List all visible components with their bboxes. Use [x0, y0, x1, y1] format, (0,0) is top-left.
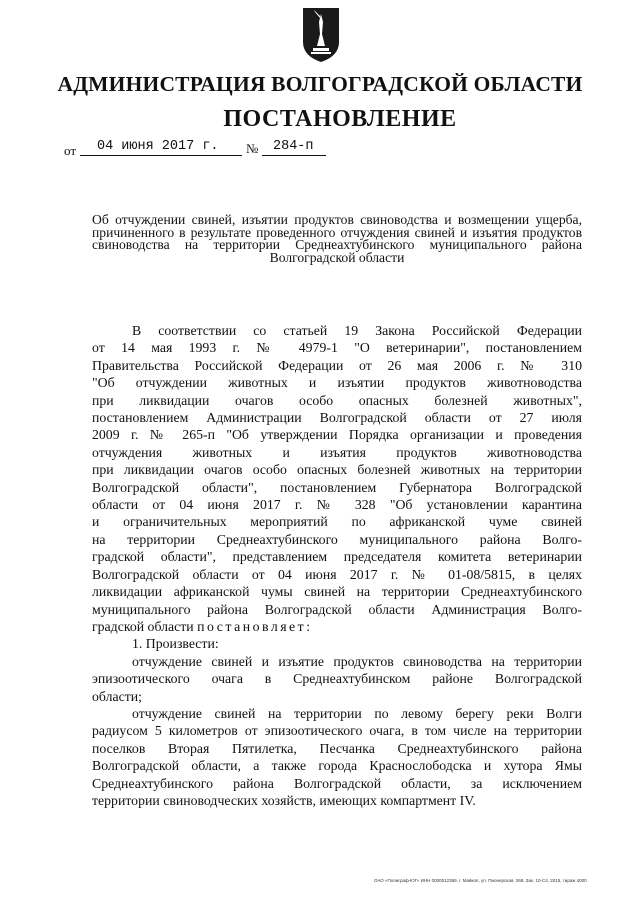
- preamble-line: при ликвидации очагов особо опасных болезней животных на территории: [92, 462, 582, 478]
- number-underline: [262, 155, 326, 156]
- preamble-line: и ограничительных мероприятий по африканской чуме свиней: [92, 514, 582, 530]
- preamble-line: от 14 мая 1993 г. № 4979-1 "О ветеринарии", постановлением: [92, 340, 582, 356]
- preamble-line: "Об отчуждении животных и изъятии продуктов животноводства: [92, 375, 582, 391]
- preamble-line: В соответствии со статьей 19 Закона Российской Федерации: [132, 323, 582, 338]
- document-number: 284-п: [273, 139, 314, 154]
- item-1a-line: отчуждение свиней и изъятие продуктов свиноводства на территории: [132, 653, 582, 669]
- date-prefix: от: [64, 143, 77, 158]
- preamble-line: на территории Среднеахтубинского муниципального района Волго-: [92, 531, 582, 547]
- item-1a-last-line: области;: [92, 688, 142, 704]
- preamble-last-line: [92, 618, 582, 635]
- document-type-title: ПОСТАНОВЛЕНИЕ: [223, 106, 457, 132]
- item-1b-line: Волгоградской области, а также города Краснослободска и хутора Ямы: [92, 758, 582, 774]
- preamble-line: Волгоградской области от 04 июня 2017 г. № 01-08/5815, в целях: [92, 566, 582, 582]
- preamble-line: постановлением Администрации Волгоградской области от 27 июля: [92, 410, 582, 426]
- preamble-line: области от 04 июня 2017 г. № 328 "Об установлении карантина: [92, 497, 582, 513]
- document-date: 04 июня 2017 г.: [97, 139, 219, 154]
- preamble-line: градской области", представлением председателя комитета ветеринарии: [92, 549, 582, 565]
- document-subject: Об отчуждении свиней, изъятии продуктов свиноводства и возмещении ущерба, причиненного в результате проведенного отчуждения свиней и изъятия продуктов свиноводства на территории Среднеахтубинского муниципального района Волгоградской области: [92, 212, 582, 265]
- preamble-line: Правительства Российской Федерации от 26 мая 2006 г. № 310: [92, 357, 582, 373]
- item-1b-line: Среднеахтубинского района Волгоградской области, за исключением: [92, 775, 582, 791]
- coat-of-arms-emblem: [301, 6, 341, 64]
- preamble-line: отчуждения животных и изъятия продуктов животноводства: [92, 444, 582, 460]
- preamble-line: ликвидации африканской чумы свиней на территории Среднеахтубинского: [92, 584, 582, 600]
- item-1b-line: отчуждение свиней на территории по левому берегу реки Волги: [132, 705, 582, 721]
- item-1b-line: поселков Вторая Пятилетка, Песчанка Среднеахтубинского района: [92, 740, 582, 756]
- printer-imprint: ОАО «Полиграф-ЮГ» ИНН 0000012369, г. Майкоп, ул. Пионерская, 268. Зак. 10-С4, 2015, тираж 4000: [374, 878, 587, 883]
- preamble-paragraph: [92, 322, 582, 809]
- organization-title: АДМИНИСТРАЦИЯ ВОЛГОГРАДСКОЙ ОБЛАСТИ: [57, 72, 583, 96]
- preamble-line: муниципального района Волгоградской области Администрация Волго-: [92, 601, 582, 617]
- number-prefix: №: [246, 141, 259, 156]
- item-1b-line: радиусом 5 километров от эпизоотического очага, в том числе на территории: [92, 723, 582, 739]
- date-underline: [80, 155, 242, 156]
- resolves-word: постановляет:: [197, 618, 313, 634]
- item-1b-last-line: территории свиноводческих хозяйств, имеющих компартмент IV.: [92, 792, 476, 808]
- preamble-line: при ликвидации очагов особо опасных болезней животных",: [92, 392, 582, 408]
- preamble-last-text: градской области: [92, 618, 194, 634]
- preamble-line: 2009 г. № 265-п "Об утверждении Порядка организации и проведения: [92, 427, 582, 443]
- item-1-heading: 1. Произвести:: [132, 636, 219, 652]
- preamble-line: Волгоградской области", постановлением Губернатора Волгоградской: [92, 479, 582, 495]
- item-1a-line: эпизоотического очага в Среднеахтубинском районе Волгоградской: [92, 671, 582, 687]
